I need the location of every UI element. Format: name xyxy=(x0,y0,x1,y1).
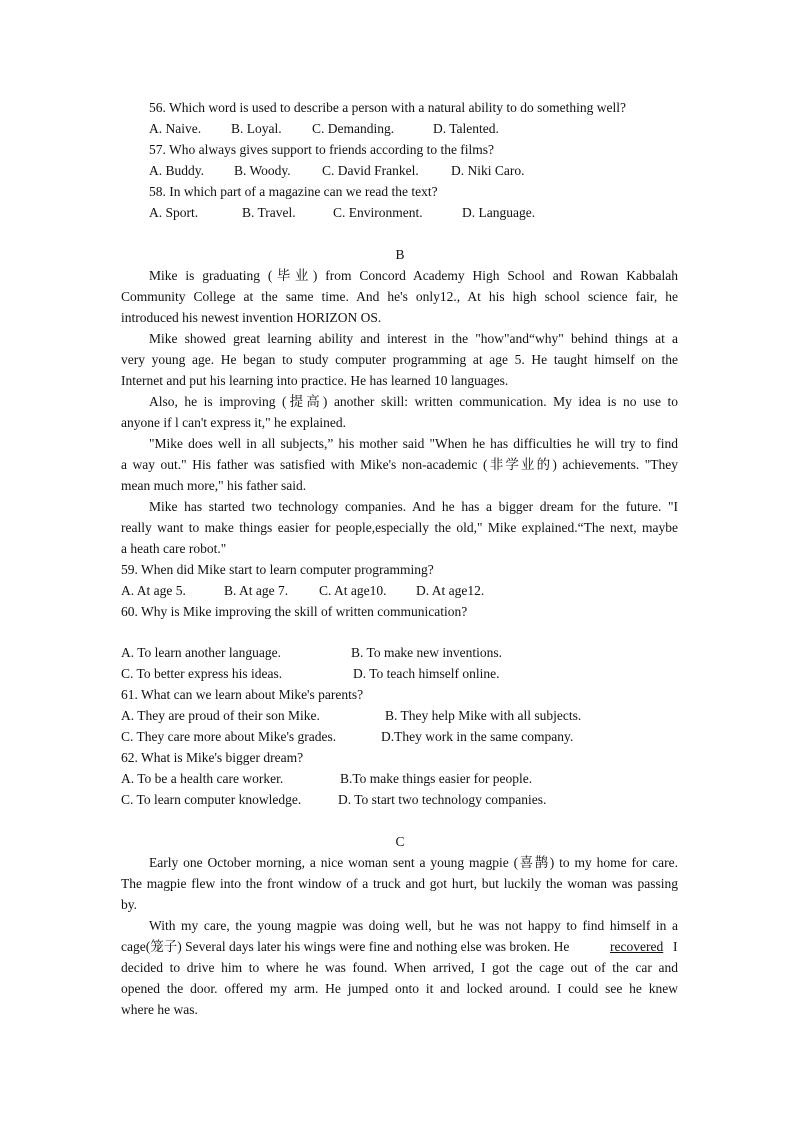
q61-option-d: D.They work in the same company. xyxy=(381,729,574,744)
q58-option-b: B. Travel. xyxy=(242,205,296,220)
c-p2-line-2-start: cage(笼子) Several days later his wings were fine and nothing else was broken. He xyxy=(121,939,570,954)
q57-option-b: B. Woody. xyxy=(234,163,291,178)
q60-option-d: D. To teach himself online. xyxy=(353,666,500,681)
q56-option-a: A. Naive. xyxy=(149,121,202,136)
question-59: 59. When did Mike start to learn computer programming? xyxy=(121,562,434,577)
question-60: 60. Why is Mike improving the skill of written communication? xyxy=(121,604,468,619)
question-58: 58. In which part of a magazine can we read the text? xyxy=(149,184,438,199)
q58-option-c: C. Environment. xyxy=(333,205,423,220)
b-p1-line-1: Mike is graduating (毕业) from Concord Academy High School and Rowan Kabbalah xyxy=(149,268,678,283)
q58-option-a: A. Sport. xyxy=(149,205,199,220)
b-p2-line-2: very young age. He began to study computer programming at age 5. He taught himself on the xyxy=(121,352,678,367)
q60-option-c: C. To better express his ideas. xyxy=(121,666,283,681)
section-c-heading: C xyxy=(395,834,405,849)
b-p5-line-3: a heath care robot." xyxy=(121,541,227,556)
c-p2-line-2-end: I xyxy=(673,939,678,954)
b-p1-line-3: introduced his newest invention HORIZON OS. xyxy=(121,310,382,325)
b-p5-line-1: Mike has started two technology companies. And he has a bigger dream for the future. "I xyxy=(149,499,678,514)
recovered-underlined-word: recovered xyxy=(610,939,664,954)
question-62: 62. What is Mike's bigger dream? xyxy=(121,750,304,765)
b-p4-line-1: "Mike does well in all subjects,” his mother said "When he has difficulties he will try to find xyxy=(149,436,678,451)
q57-option-a: A. Buddy. xyxy=(149,163,205,178)
q62-option-a: A. To be a health care worker. xyxy=(121,771,284,786)
q62-option-b: B.To make things easier for people. xyxy=(340,771,533,786)
q62-option-c: C. To learn computer knowledge. xyxy=(121,792,302,807)
q57-option-d: D. Niki Caro. xyxy=(451,163,525,178)
b-p1-line-2: Community College at the same time. And he's only12., At his high school science fair, he xyxy=(121,289,678,304)
q56-option-c: C. Demanding. xyxy=(312,121,395,136)
b-p3-line-1: Also, he is improving (提高) another skill: written communication. My idea is no use to xyxy=(149,394,678,409)
q60-option-b: B. To make new inventions. xyxy=(351,645,503,660)
c-p2-line-1: With my care, the young magpie was doing well, but he was not happy to find himself in a xyxy=(149,918,678,933)
q56-option-d: D. Talented. xyxy=(433,121,499,136)
b-p4-line-2: a way out." His father was satisfied with Mike's non-academic (非学业的) achievements. "They xyxy=(121,457,678,472)
c-p2-line-5: where he was. xyxy=(121,1002,198,1017)
c-p2-line-4: opened the door. offered my arm. He jumped onto it and locked around. I could see he knew xyxy=(121,981,678,996)
c-p1-line-1: Early one October morning, a nice woman sent a young magpie (喜鹊) to my home for care. xyxy=(149,855,678,870)
b-p5-line-2: really want to make things easier for people,especially the old," Mike explained.“The next, maybe xyxy=(121,520,678,535)
q57-option-c: C. David Frankel. xyxy=(322,163,419,178)
q59-option-b: B. At age 7. xyxy=(224,583,289,598)
b-p2-line-1: Mike showed great learning ability and interest in the "how"and“why" behind things at a xyxy=(149,331,678,346)
c-p2-line-3: decided to drive him to where he was found. When arrived, I got the cage out of the car and xyxy=(121,960,678,975)
question-57: 57. Who always gives support to friends according to the films? xyxy=(149,142,495,157)
b-p3-line-2: anyone if l can't express it," he explained. xyxy=(121,415,346,430)
q59-option-d: D. At age12. xyxy=(416,583,485,598)
q59-option-a: A. At age 5. xyxy=(121,583,186,598)
c-p1-line-3: by. xyxy=(121,897,137,912)
q61-option-a: A. They are proud of their son Mike. xyxy=(121,708,320,723)
q58-option-d: D. Language. xyxy=(462,205,536,220)
b-p2-line-3: Internet and put his learning into practice. He has learned 10 languages. xyxy=(121,373,509,388)
question-56: 56. Which word is used to describe a person with a natural ability to do something well? xyxy=(149,100,627,115)
b-p4-line-3: mean much more," his father said. xyxy=(121,478,307,493)
q59-option-c: C. At age10. xyxy=(319,583,387,598)
q60-option-a: A. To learn another language. xyxy=(121,645,281,660)
section-b-heading: B xyxy=(395,247,405,262)
q62-option-d: D. To start two technology companies. xyxy=(338,792,547,807)
q61-option-b: B. They help Mike with all subjects. xyxy=(385,708,582,723)
q56-option-b: B. Loyal. xyxy=(231,121,282,136)
c-p1-line-2: The magpie flew into the front window of a truck and got hurt, but luckily the woman was passing xyxy=(121,876,678,891)
q61-option-c: C. They care more about Mike's grades. xyxy=(121,729,337,744)
question-61: 61. What can we learn about Mike's parents? xyxy=(121,687,364,702)
